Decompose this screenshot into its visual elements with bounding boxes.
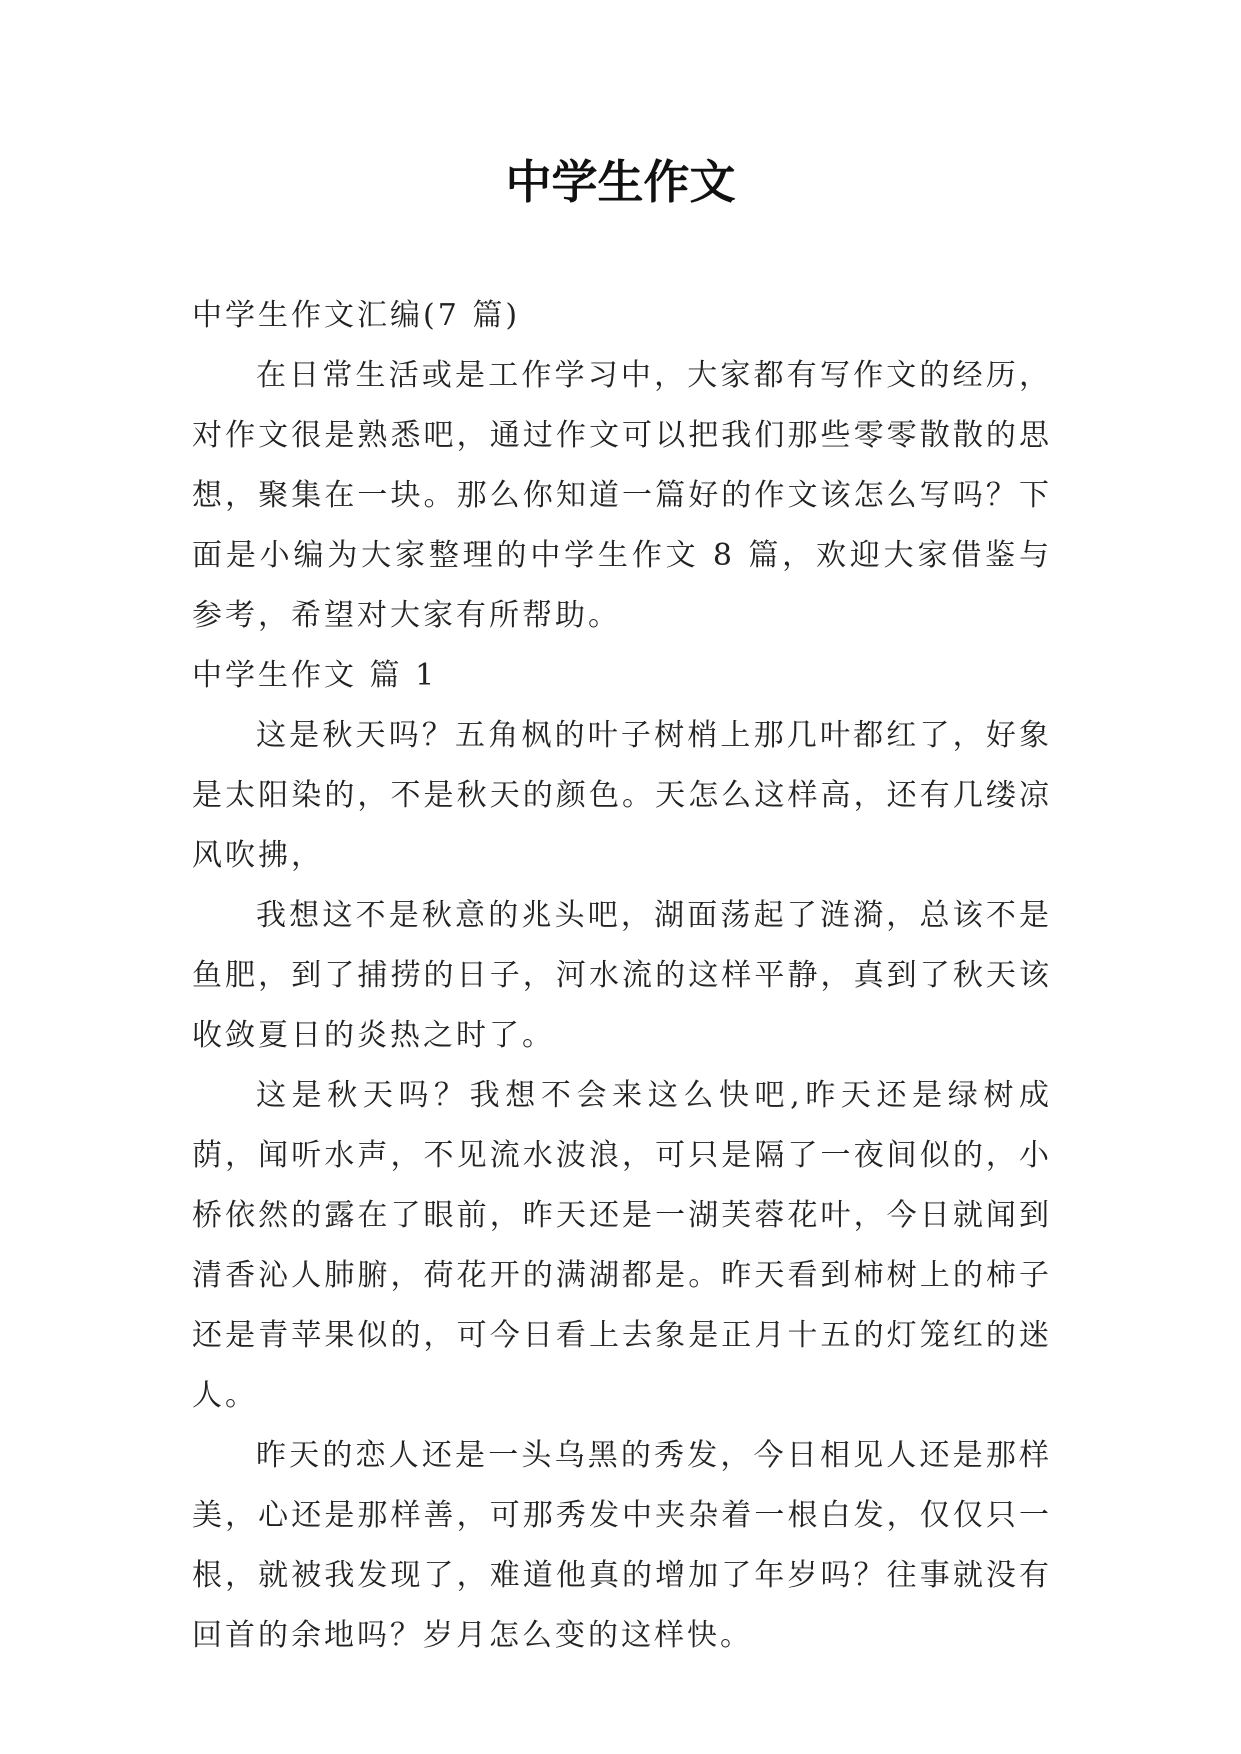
collection-subtitle: 中学生作文汇编(7 篇): [192, 298, 521, 333]
body-paragraph: 这是秋天吗？我想不会来这么快吧,昨天还是绿树成荫，闻听水声，不见流水波浪，可只是隔了一夜间似的，小桥依然的露在了眼前，昨天还是一湖芙蓉花叶，今日就闻到清香沁人肺腑，荷花开的满湖都是。昨天看到柿树上的柿子还是青苹果似的，可今日看上去象是正月十五的灯笼红的迷人。: [192, 1078, 1052, 1413]
body-paragraph: 昨天的恋人还是一头乌黑的秀发，今日相见人还是那样美，心还是那样善，可那秀发中夹杂着一根白发，仅仅只一根，就被我发现了，难道他真的增加了年岁吗？往事就没有回首的余地吗？岁月怎么变的这样快。: [192, 1438, 1052, 1653]
body-paragraph: 这是秋天吗？五角枫的叶子树梢上那几叶都红了，好象是太阳染的，不是秋天的颜色。天怎么这样高，还有几缕凉风吹拂，: [192, 718, 1052, 873]
intro-paragraph: 在日常生活或是工作学习中，大家都有写作文的经历，对作文很是熟悉吧，通过作文可以把我们那些零零散散的思想，聚集在一块。那么你知道一篇好的作文该怎么写吗？下面是小编为大家整理的中学生作文 8 篇，欢迎大家借鉴与参考，希望对大家有所帮助。: [192, 358, 1052, 633]
document-title: 中学生作文: [505, 155, 736, 209]
section-heading: 中学生作文 篇 1: [192, 658, 438, 693]
body-paragraph: 我想这不是秋意的兆头吧，湖面荡起了涟漪，总该不是鱼肥，到了捕捞的日子，河水流的这样平静，真到了秋天该收敛夏日的炎热之时了。: [192, 898, 1052, 1053]
document-body: [192, 286, 1052, 1666]
